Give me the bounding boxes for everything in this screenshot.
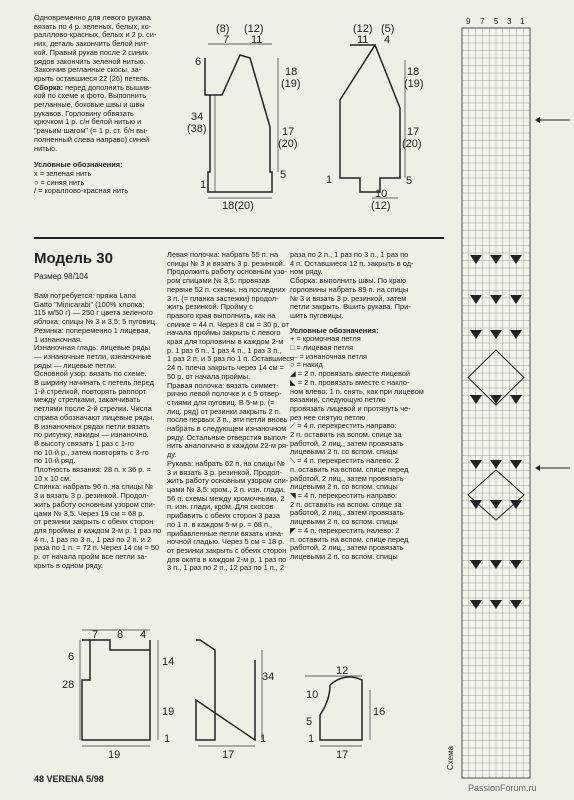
text-line: от резинки закрыть с обеих сторон — [167, 545, 287, 555]
dim-top-a1: (8) — [216, 23, 230, 35]
text-line: ○ = накид — [290, 360, 323, 370]
text-line: 4 п. Оставшиеся 12 п. закрыть в од- — [290, 258, 414, 268]
text-line: правого края выполнить, как на — [167, 310, 276, 320]
dim-top-b1: (12) — [353, 23, 373, 35]
dim-back-1: 7 — [92, 629, 99, 641]
text-line: 1 изнаночная. — [34, 334, 82, 344]
text-line: п. оставить на вспом. спице перед — [290, 534, 409, 544]
text-line: ◥ = 4 п. перекрестить направо: — [290, 490, 398, 500]
text-line: В высоту связать 1 раз с 1-го — [34, 438, 135, 448]
text-line: + = кромочная петля — [290, 334, 361, 344]
dim-top-b6: (19) — [404, 78, 424, 90]
dim-back-7: 19 — [162, 706, 175, 718]
text-line: от резинки закрыть с обеих сторон — [34, 517, 154, 527]
text-line: ночной гладью. Через 5 см = 18 р. — [167, 537, 285, 547]
knitting-chart — [462, 28, 530, 778]
text-line: стиями для пуговиц. В 5-м р. (= — [167, 397, 275, 407]
text-line: вязать по 4 р. зеленых, белых, ко- — [34, 21, 152, 31]
sleeve-dims — [305, 676, 370, 746]
text-line: лицевыми 2 п. со вспом. спицы — [290, 482, 398, 492]
text-line: Правая полочка: вязать симмет- — [167, 380, 279, 390]
chart-row-5: 5 — [494, 17, 499, 26]
dim-top-a4: 11 — [251, 34, 263, 46]
text-line: по 1 п. в каждом 5-м р. = 68 п., — [167, 519, 273, 529]
text-line: них, деталь закончить белой нит- — [34, 39, 149, 49]
page-number: 48 VERENA 5/98 — [34, 774, 104, 784]
text-line: В изнаночных рядах петли вязать — [34, 421, 150, 431]
text-line: Вам потребуется: пряжа Lana — [34, 291, 136, 300]
dim-top-a10: 17 — [282, 126, 295, 138]
text-line: Продолжить работу основным узо- — [167, 267, 287, 277]
dim-top-a13: 1 — [200, 179, 207, 191]
text-line: / = кораллово-красная нить — [34, 186, 129, 196]
text-line: регланные, боковые швы и швы — [34, 100, 145, 110]
text-line: 115 м/50 г) — 250 г цвета зеленого — [34, 308, 153, 318]
text-line: спинке = 44 п. Через 8 см = 30 р. от — [167, 319, 289, 329]
dim-top-b4: 4 — [384, 34, 391, 46]
dim-top-b8: (20) — [402, 138, 422, 150]
text-line: набрать в следующем изнаночном — [167, 424, 287, 434]
text-line: х = зеленая нить — [34, 168, 92, 178]
dim-back-5: 14 — [162, 656, 175, 668]
text-line: 24 п. плеча закрыть через 14 см = — [167, 363, 284, 373]
text-line: по 10-й р., затем повторять с 3-го — [34, 447, 149, 457]
text-line: ду. — [167, 450, 177, 460]
chart-row-3: 3 — [507, 17, 512, 26]
dim-top-a9: (38) — [187, 123, 207, 135]
text-line: крыть оставшиеся 22 (26) петель. — [34, 73, 150, 83]
text-line: для проймы в каждом 2-м р. 1 раз по — [34, 525, 162, 535]
text-line: ◤ = 4 п. перекрестить налево: 2 — [290, 525, 400, 535]
text-line: Рукава: набрать 62 п. на спицы № — [167, 458, 285, 468]
dim-top-b2: 11 — [357, 34, 369, 46]
text-line: петлями после 2-й стрелки. Числа — [34, 404, 152, 414]
text-line: п. оставить на вспом. спице перед — [290, 464, 409, 474]
text-line: жить работу основным узором спи- — [167, 476, 289, 486]
dim-sleeve-1: 12 — [336, 665, 349, 677]
chart-row-1: 1 — [520, 17, 525, 26]
dim-back-4: 6 — [68, 651, 75, 663]
dim-top-a14: 18(20) — [222, 200, 254, 212]
text-line: 2 п. оставить на вспом. спице за — [290, 430, 402, 440]
top-schematic-right — [340, 45, 400, 192]
text-line: прибавить с обеих сторон 3 раза — [167, 511, 281, 521]
text-line: ⟍ = 4 п. перекрестить налево: 2 — [290, 456, 399, 466]
legend-title-top: Условные обозначения: — [34, 160, 123, 170]
text-line: 3 и вязать 3 р. резинкой. Продол- — [167, 467, 282, 477]
text-line: полненный слева направо) синей — [34, 134, 150, 144]
text-line: крючком 1 р. с/н белой нитью и — [34, 117, 142, 127]
watermark: PassionForum.ru — [468, 783, 537, 793]
text-line: ряды — лицевые петли. — [34, 360, 117, 370]
text-line: лицевыми 2 п. со вспом. спицы — [290, 447, 398, 457]
text-line: ром спицами № 3,5: провязав — [167, 276, 270, 286]
dim-top-b12: (12) — [371, 200, 391, 212]
text-line: 50 р. от начала проймы. — [167, 371, 251, 381]
text-line: вязании, следующую петлю — [290, 395, 386, 405]
text-line: раза по 1 п. = 72 п. Через 14 см = 50 — [34, 543, 160, 553]
dim-top-a6: 18 — [285, 66, 298, 78]
text-line: нить аналогично в каждом 22-м ря- — [167, 441, 289, 451]
text-line: яблока; спицы № 3 и 3,5; 5 пуговиц. — [34, 317, 157, 327]
text-line: ◢ = 2 п. провязать вместе лицевой — [290, 369, 411, 379]
dim-sleeve-4: 1 — [308, 733, 315, 745]
text-line: начала проймы закрыть с левого — [167, 328, 281, 338]
text-line: по 10-й ряд. — [34, 456, 76, 466]
text-line: Резинка: попеременно 1 лицевая, — [34, 325, 151, 335]
text-line: № 3 и вязать 3 р. резинкой, затем — [290, 293, 407, 303]
dim-front-2: 1 — [260, 733, 267, 745]
text-line: работой, 2 лиц., затем провязать — [290, 543, 404, 553]
dim-back-6: 28 — [62, 679, 75, 691]
dim-top-b9: 1 — [326, 174, 333, 186]
dim-top-a7: (19) — [281, 78, 301, 90]
text-line: 1 раз 2 п. и 5 раз по 1 п. Оставшиеся — [167, 354, 295, 364]
text-line: 3 п. (= планка застежки) продол- — [167, 293, 279, 303]
model-title: Модель 30 — [34, 250, 113, 267]
text-line: Изнаночная гладь: лицевые ряды — [34, 343, 151, 353]
text-line: 3 и вязать 3 р. резинкой. Продол- — [34, 491, 149, 501]
text-line: края для горловины в каждом 2-м — [167, 337, 284, 347]
text-line: 4 п., 1 раз по 3 п., 1 раз по 2 п. и 2 — [34, 534, 152, 544]
text-line: 1-й стрелкой, повторять раппорт — [34, 386, 147, 396]
text-line: ряду. Остальные отверстия выпол- — [167, 432, 288, 442]
chart-arrow-top — [535, 117, 570, 123]
text-line: прибавленные петли вязать изна- — [167, 528, 284, 538]
text-line: между стрелками, заканчивать — [34, 395, 141, 405]
text-line: 56 п. схемы между кромочными, 2 — [167, 493, 285, 503]
text-line: лицевыми 2 п. со вспом. спицы — [290, 517, 398, 527]
dim-back-8: 1 — [164, 733, 171, 745]
text-line: 10 х 10 см. — [34, 473, 72, 483]
text-line: ⟋ = 4 п. перекрестить направо: — [290, 421, 397, 431]
text-line: Спинка: набрать 96 п. на спицы № — [34, 482, 153, 492]
text-line: Закончив регланные скосы, за- — [34, 65, 142, 75]
dim-top-a3: (12) — [244, 23, 264, 35]
text-line: после первых 3 п., эти петли вновь — [167, 415, 288, 425]
dim-top-a5: 6 — [195, 56, 202, 68]
chart-caption: Схема — [446, 745, 455, 770]
text-line: справа обозначают лицевые ряды. — [34, 412, 155, 422]
text-line: цами № 3,5: кром., 2 п. изн. глади, — [167, 484, 286, 494]
text-line: "рачьим шагом" (= 1 р. ст. б/н вы- — [34, 126, 148, 136]
text-line: — изнаночные петли, изнаночные — [34, 351, 152, 361]
text-line: провязать лицевой и протянуть че- — [290, 403, 411, 413]
front-schematic — [196, 640, 255, 740]
dim-top-b11: 10 — [375, 188, 388, 200]
text-line: жить работу основным узором спи- — [34, 499, 156, 509]
text-line: рез нее снятую петлю — [290, 412, 366, 422]
chart-row-7: 7 — [480, 17, 485, 26]
text-line: работой, 2 лиц., затем провязать — [290, 438, 404, 448]
dim-sleeve-2: 10 — [306, 689, 319, 701]
text-line: рукавов. Горловину обвязать — [34, 108, 134, 118]
dim-top-a2: 7 — [223, 34, 230, 46]
text-line: работой, 2 лиц., затем провязать — [290, 473, 404, 483]
text-line: 2 п. оставить на вспом. спице за — [290, 499, 402, 509]
text-line: для оката в каждом 2-м р. 1 раз по — [167, 554, 287, 564]
dim-top-b10: 5 — [406, 175, 413, 187]
front-dims — [198, 650, 262, 746]
dim-back-3: 4 — [140, 629, 147, 641]
text-line: по рисунку, накиды — изнаночно. — [34, 430, 149, 440]
dim-top-b7: 17 — [407, 126, 420, 138]
text-line: работой, 2 лиц., затем провязать — [290, 508, 404, 518]
text-line: раза по 2 п., 1 раз по 3 п., 1 раз по — [290, 250, 409, 259]
text-line: спицы № 3 и вязать 3 р. резинкой. — [167, 258, 285, 268]
text-line: ○ = синяя нить — [34, 177, 85, 187]
top-left-text: Одновременно для левого рукава вязать по 4 р. зеленых, белых, ко- ралллово-красных, белых и 2 р. си- них, деталь закончить белой нит- кой. Правый рукав после 2 синих рядов закончить зеленой нитью. Закончив регланные скосы, за- крыть оставшиеся 22 (26) петель. Сборка: перед дополнить вышив- кой по схеме и фото. Выполнить регланные, боковые швы и швы рукавов. Горловину обвязать крючком 1 р. с/н белой нитью и "рачьим шагом" (= 1 р. ст. б/н вы- полненный слева направо) синей нитью. Условные обозначения: х = зеленая нить ○ = синяя нить / = кораллово-красная нить — [34, 14, 164, 196]
text-line: рядов закончить зеленой нитью. — [34, 56, 146, 66]
text-line: кой по схеме и фото. Выполнить — [34, 91, 147, 101]
dim-back-9: 19 — [108, 749, 121, 761]
dim-sleeve-3: 16 — [373, 706, 386, 718]
chart-arrow-bottom — [535, 465, 570, 471]
text-line: шить пуговицы. — [290, 310, 344, 320]
text-line: Плотность вязания: 28 п. х 36 р. = — [34, 465, 151, 475]
text-line: горловины набрать 89 п. на спицы — [290, 284, 409, 294]
text-line: 3 п., 1 раз по 2 п., 12 раз по 1 п., 2 — [167, 563, 285, 573]
dim-front-3: 17 — [222, 749, 235, 761]
legend-title-bottom: Условные обозначения: — [290, 325, 379, 335]
dim-back-2: 8 — [117, 629, 124, 641]
text-line: Одновременно для левого рукава — [34, 13, 151, 22]
text-line: первые 52 п. схемы, на последних — [167, 284, 286, 294]
text-line: нитью. — [34, 143, 58, 153]
text-line: — = изнаночная петля — [290, 351, 368, 361]
back-dims — [80, 630, 158, 746]
text-line: цами № 3,5. Через 19 см = 68 р. — [34, 508, 145, 518]
text-line: Сборка: выполнить швы. По краю — [290, 276, 407, 286]
text-line: □ = лицевая петля — [290, 343, 354, 353]
text-line: петли закрыть. Вшить рукава. При- — [290, 302, 411, 312]
text-line: р. 1 раз 6 п., 1 раз 4 п., 1 раз 3 п., — [167, 345, 282, 355]
text-line: р. от начала пройм все петли за- — [34, 552, 147, 562]
text-line: Левая полочка: набрать 55 п. на — [167, 250, 279, 259]
text-line: лицевыми 2 п. со вспом. спицы — [290, 551, 398, 561]
dim-top-a8: 34 — [191, 111, 204, 123]
text-line: Gatto "Minicarabi" (100% хлопка; — [34, 299, 145, 309]
text-line: лиц. ряд) от резинки закрыть 2 п. — [167, 406, 281, 416]
text-line: ралллово-красных, белых и 2 р. си- — [34, 30, 157, 40]
dim-top-b3: (5) — [381, 23, 395, 35]
text-line: Основной узор: вязать по схеме. — [34, 369, 147, 379]
text-line: ◣ = 2 п. провязать вместе с накло- — [290, 377, 410, 387]
back-schematic — [82, 640, 150, 740]
text-line: крыть в одном ряду. — [34, 560, 103, 570]
chart-row-9: 9 — [466, 17, 471, 26]
dim-sleeve-5: 17 — [336, 749, 349, 761]
dim-top-a11: (20) — [278, 138, 298, 150]
text-line: ном влево: 1 п. снять, как при лицевом — [290, 386, 424, 396]
dim-top-a12: 5 — [280, 169, 287, 181]
dim-sleeve-6: 5 — [306, 716, 313, 728]
text-line: рично левой полочке и с 5 отвер- — [167, 389, 282, 399]
text-line: кой. Правый рукав после 2 синих — [34, 47, 148, 57]
dim-front-1: 34 — [262, 671, 275, 683]
model-size: Размер 98/104 — [34, 272, 89, 281]
text-line: ном ряду. — [290, 267, 323, 277]
dim-top-b5: 18 — [407, 66, 420, 78]
sleeve-schematic — [320, 677, 362, 740]
text-line: жить резинкой. Пройму с — [167, 302, 253, 312]
text-line: п. изн. глади, кром. Для скосов — [167, 502, 274, 512]
assembly-label: Сборка: — [34, 82, 64, 92]
text-line: В ширину начинать с петель перед — [34, 378, 154, 388]
